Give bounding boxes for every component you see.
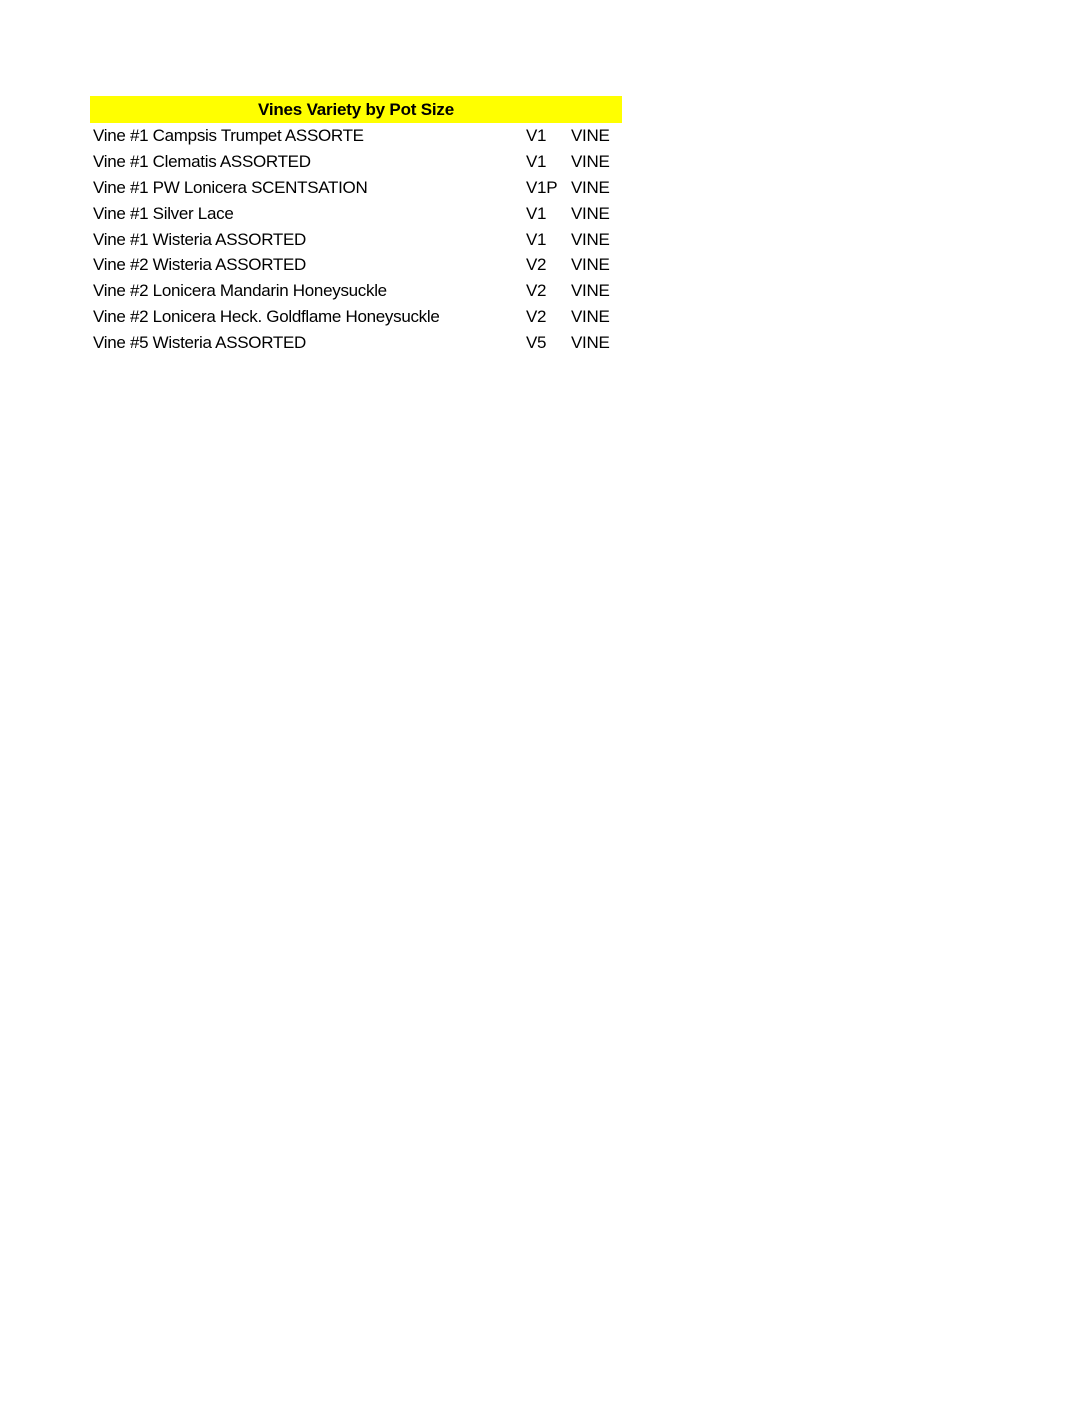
table-row	[90, 304, 622, 330]
category-cell: VINE	[571, 177, 610, 197]
category-cell: VINE	[571, 307, 610, 327]
pot-code-cell: V1	[526, 229, 547, 249]
pot-code-cell: V1	[526, 151, 547, 171]
table-row	[90, 252, 622, 278]
pot-code-cell: V1	[526, 203, 547, 223]
variety-name-cell: Vine #2 Lonicera Heck. Goldflame Honeysuckle	[93, 307, 440, 327]
pot-code-cell: V2	[526, 281, 547, 301]
table-row	[90, 175, 622, 201]
category-cell: VINE	[571, 229, 610, 249]
variety-name-cell: Vine #1 Wisteria ASSORTED	[93, 229, 306, 249]
table-body	[90, 123, 622, 356]
pot-code-cell: V5	[526, 333, 547, 353]
table-row	[90, 123, 622, 149]
pot-code-cell: V2	[526, 255, 547, 275]
table-row	[90, 149, 622, 175]
table-row	[90, 201, 622, 227]
category-cell: VINE	[571, 151, 610, 171]
variety-name-cell: Vine #2 Lonicera Mandarin Honeysuckle	[93, 281, 387, 301]
category-cell: VINE	[571, 126, 610, 145]
variety-name-cell: Vine #2 Wisteria ASSORTED	[93, 255, 306, 275]
category-cell: VINE	[571, 281, 610, 301]
table-row	[90, 330, 622, 356]
variety-name-cell: Vine #5 Wisteria ASSORTED	[93, 333, 306, 353]
variety-name-cell: Vine #1 Silver Lace	[93, 203, 234, 223]
pot-code-cell: V1	[526, 126, 547, 145]
table-row	[90, 278, 622, 304]
pot-code-cell: V2	[526, 307, 547, 327]
pot-code-cell: V1P	[526, 177, 558, 197]
vines-table	[90, 96, 622, 356]
table-title: Vines Variety by Pot Size	[90, 96, 622, 123]
variety-name-cell: Vine #1 PW Lonicera SCENTSATION	[93, 177, 368, 197]
variety-name-cell: Vine #1 Campsis Trumpet ASSORTE	[93, 126, 364, 145]
category-cell: VINE	[571, 255, 610, 275]
variety-name-cell: Vine #1 Clematis ASSORTED	[93, 151, 311, 171]
category-cell: VINE	[571, 203, 610, 223]
table-row	[90, 227, 622, 253]
category-cell: VINE	[571, 333, 610, 353]
